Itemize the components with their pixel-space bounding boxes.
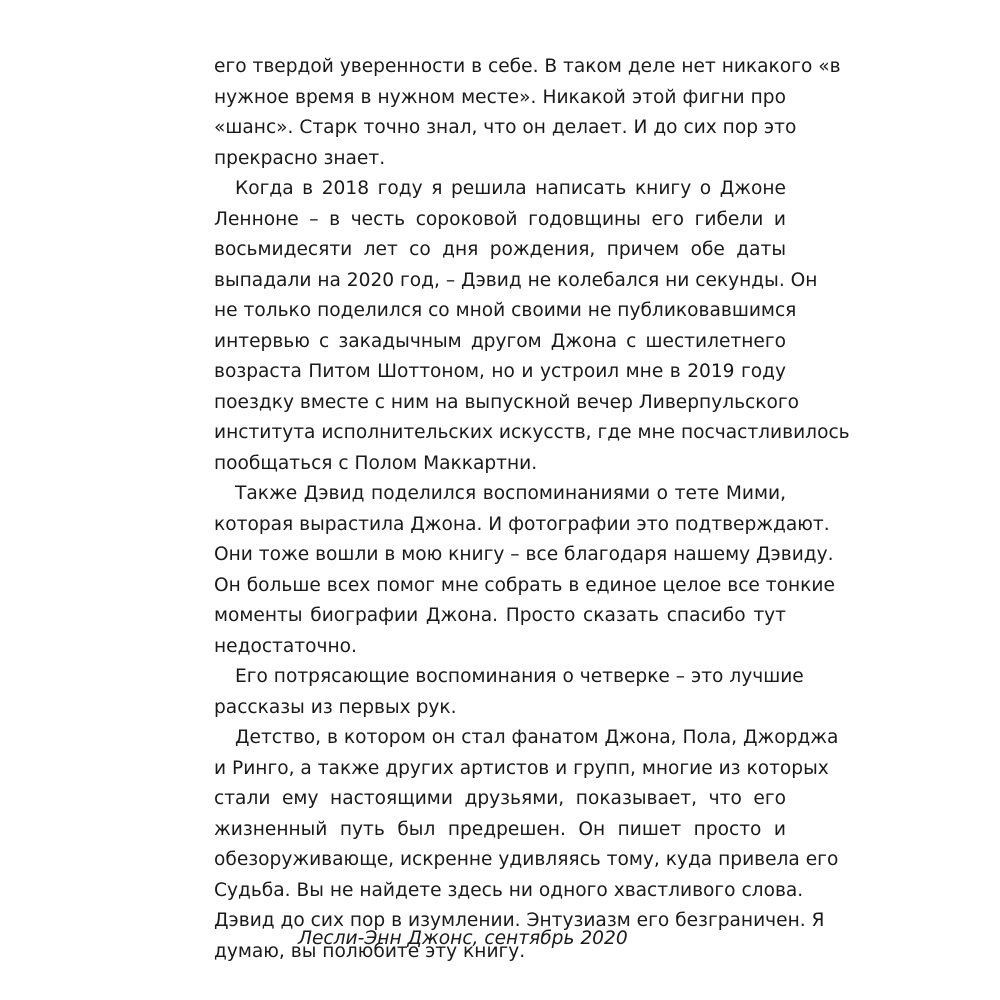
text-line: Дэвид до сих пор в изумлении. Энтузиазм его безграничен. Я — [214, 910, 825, 931]
text-line: обезоруживающе, искренне удивляясь тому, куда привела его — [214, 849, 839, 870]
text-line: рассказы из первых рук. — [214, 696, 457, 718]
text-line: Детство, в котором он стал фанатом Джона, Пола, Джорджа — [235, 727, 839, 748]
text-line: Они тоже вошли в мою книгу – все благодаря нашему Дэвиду. — [214, 544, 834, 565]
text-line: Судьба. Вы не найдете здесь ни одного хвастливого слова. — [214, 879, 804, 901]
text-line: нужное время в нужном месте». Никакой этой фигни про — [214, 86, 786, 108]
text-line: недостаточно. — [214, 635, 357, 657]
text-line: прекрасно знает. — [214, 147, 386, 169]
text-line: Он больше всех помог мне собрать в единое целое все тонкие — [214, 574, 835, 596]
text-line: думаю, вы полюбите эту книгу. — [214, 940, 526, 962]
text-line: возраста Питом Шоттоном, но и устроил мне в 2019 году — [214, 361, 786, 382]
text-line: стали ему настоящими друзьями, показывает, что его — [214, 788, 786, 809]
text-line: Его потрясающие воспоминания о четверке – это лучшие — [235, 666, 804, 687]
paragraph-3 — [214, 479, 835, 662]
paragraph-2 — [214, 174, 850, 479]
text-line: интервью с закадычным другом Джона с шестилетнего — [214, 330, 786, 352]
paragraph-1 — [214, 52, 841, 174]
page-body — [214, 52, 850, 967]
text-line: моменты биографии Джона. Просто сказать спасибо тут — [214, 605, 786, 626]
text-line: не только поделился со мной своими не публиковавшимся — [214, 300, 797, 321]
text-line: его твердой уверенности в себе. В таком деле нет никакого «в — [214, 56, 841, 77]
text-line: «шанс». Старк точно знал, что он делает. И до сих пор это — [214, 117, 797, 138]
text-line: Ленноне – в честь сороковой годовщины его гибели и — [214, 208, 786, 230]
text-line: и Ринго, а также других артистов и групп, многие из которых — [214, 757, 829, 779]
text-line: Также Дэвид поделился воспоминаниями о тете Мими, — [235, 483, 786, 504]
text-line: института исполнительских искусств, где мне посчастливилось — [214, 422, 850, 443]
text-line: поездку вместе с ним на выпускной вечер Ливерпульского — [214, 391, 800, 413]
text-line: пообщаться с Полом Маккартни. — [214, 452, 538, 474]
text-line: жизненный путь был предрешен. Он пишет просто и — [214, 818, 786, 840]
author-signature: Лесли-Энн Джонс, сентябрь 2020 — [298, 928, 628, 949]
paragraph-4 — [214, 662, 804, 723]
text-line: которая вырастила Джона. И фотографии это подтверждают. — [214, 513, 830, 535]
text-line: выпадали на 2020 год, – Дэвид не колебался ни секунды. Он — [214, 269, 818, 291]
text-line: Когда в 2018 году я решила написать книгу о Джоне — [235, 178, 786, 199]
text-line: восьмидесяти лет со дня рождения, причем обе даты — [214, 239, 786, 260]
